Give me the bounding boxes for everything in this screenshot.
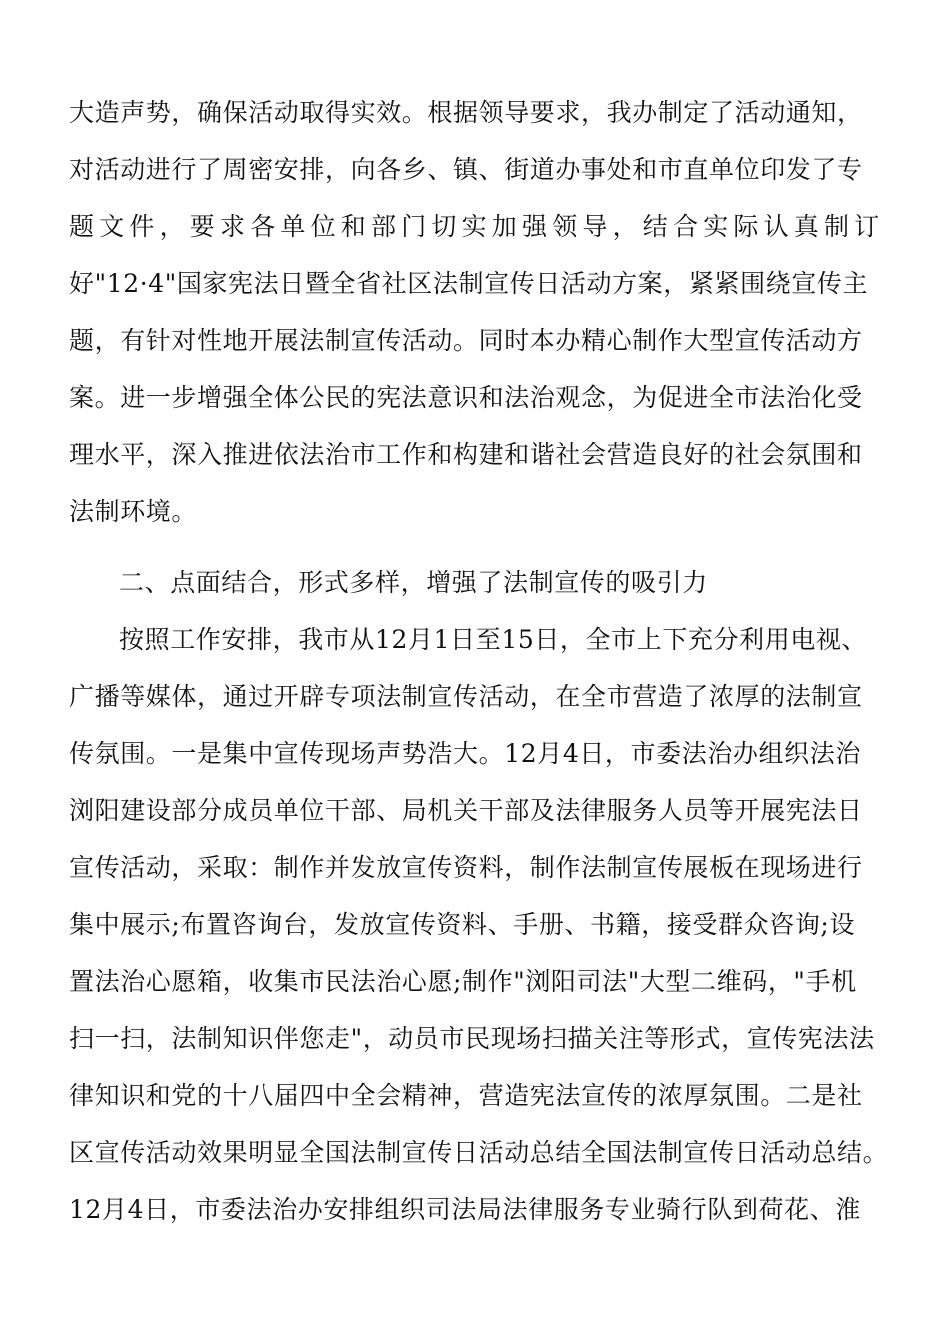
- text-line: 题文件，要求各单位和部门切实加强领导，结合实际认真制订: [69, 212, 885, 241]
- text-line: 置法治心愿箱，收集市民法治心愿;制作"浏阳司法"大型二维码，"手机: [69, 967, 857, 996]
- text-line: 宣传活动，采取：制作并发放宣传资料，制作法制宣传展板在现场进行: [69, 853, 863, 882]
- text-line: 对活动进行了周密安排，向各乡、镇、街道办事处和市直单位印发了专: [69, 155, 863, 184]
- text-line: 大造声势，确保活动取得实效。根据领导要求，我办制定了活动通知，: [69, 98, 863, 127]
- text-line: 区宣传活动效果明显全国法制宣传日活动总结全国法制宣传日活动总结。: [69, 1138, 889, 1167]
- text-line: 浏阳建设部分成员单位干部、局机关干部及法律服务人员等开展宪法日: [69, 796, 863, 825]
- text-line: 集中展示;布置咨询台，发放宣传资料、手册、书籍，接受群众咨询;设: [69, 910, 856, 939]
- text-line: 12月4日，市委法治办安排组织司法局法律服务专业骑行队到荷花、淮: [69, 1195, 861, 1224]
- text-line: 律知识和党的十八届四中全会精神，营造宪法宣传的浓厚氛围。二是社: [69, 1081, 863, 1110]
- text-line: 题，有针对性地开展法制宣传活动。同时本办精心制作大型宣传活动方: [69, 326, 863, 355]
- section-heading: 二、点面结合，形式多样，增强了法制宣传的吸引力: [119, 568, 708, 597]
- text-line: 广播等媒体，通过开辟专项法制宣传活动，在全市营造了浓厚的法制宣: [69, 682, 863, 711]
- text-line: 扫一扫，法制知识伴您走"，动员市民现场扫描关注等形式，宣传宪法法: [69, 1024, 875, 1053]
- text-line: 法制环境。: [69, 497, 198, 526]
- text-line: 理水平，深入推进依法治市工作和构建和谐社会营造良好的社会氛围和: [69, 440, 863, 469]
- text-line: 案。进一步增强全体公民的宪法意识和法治观念，为促进全市法治化受: [69, 383, 863, 412]
- text-line: 好"12·4"国家宪法日暨全省社区法制宣传日活动方案，紧紧围绕宣传主: [69, 269, 869, 298]
- text-line: 按照工作安排，我市从12月1日至15日，全市上下充分利用电视、: [119, 625, 868, 654]
- text-line: 传氛围。一是集中宣传现场声势浩大。12月4日，市委法治办组织法治: [69, 739, 861, 768]
